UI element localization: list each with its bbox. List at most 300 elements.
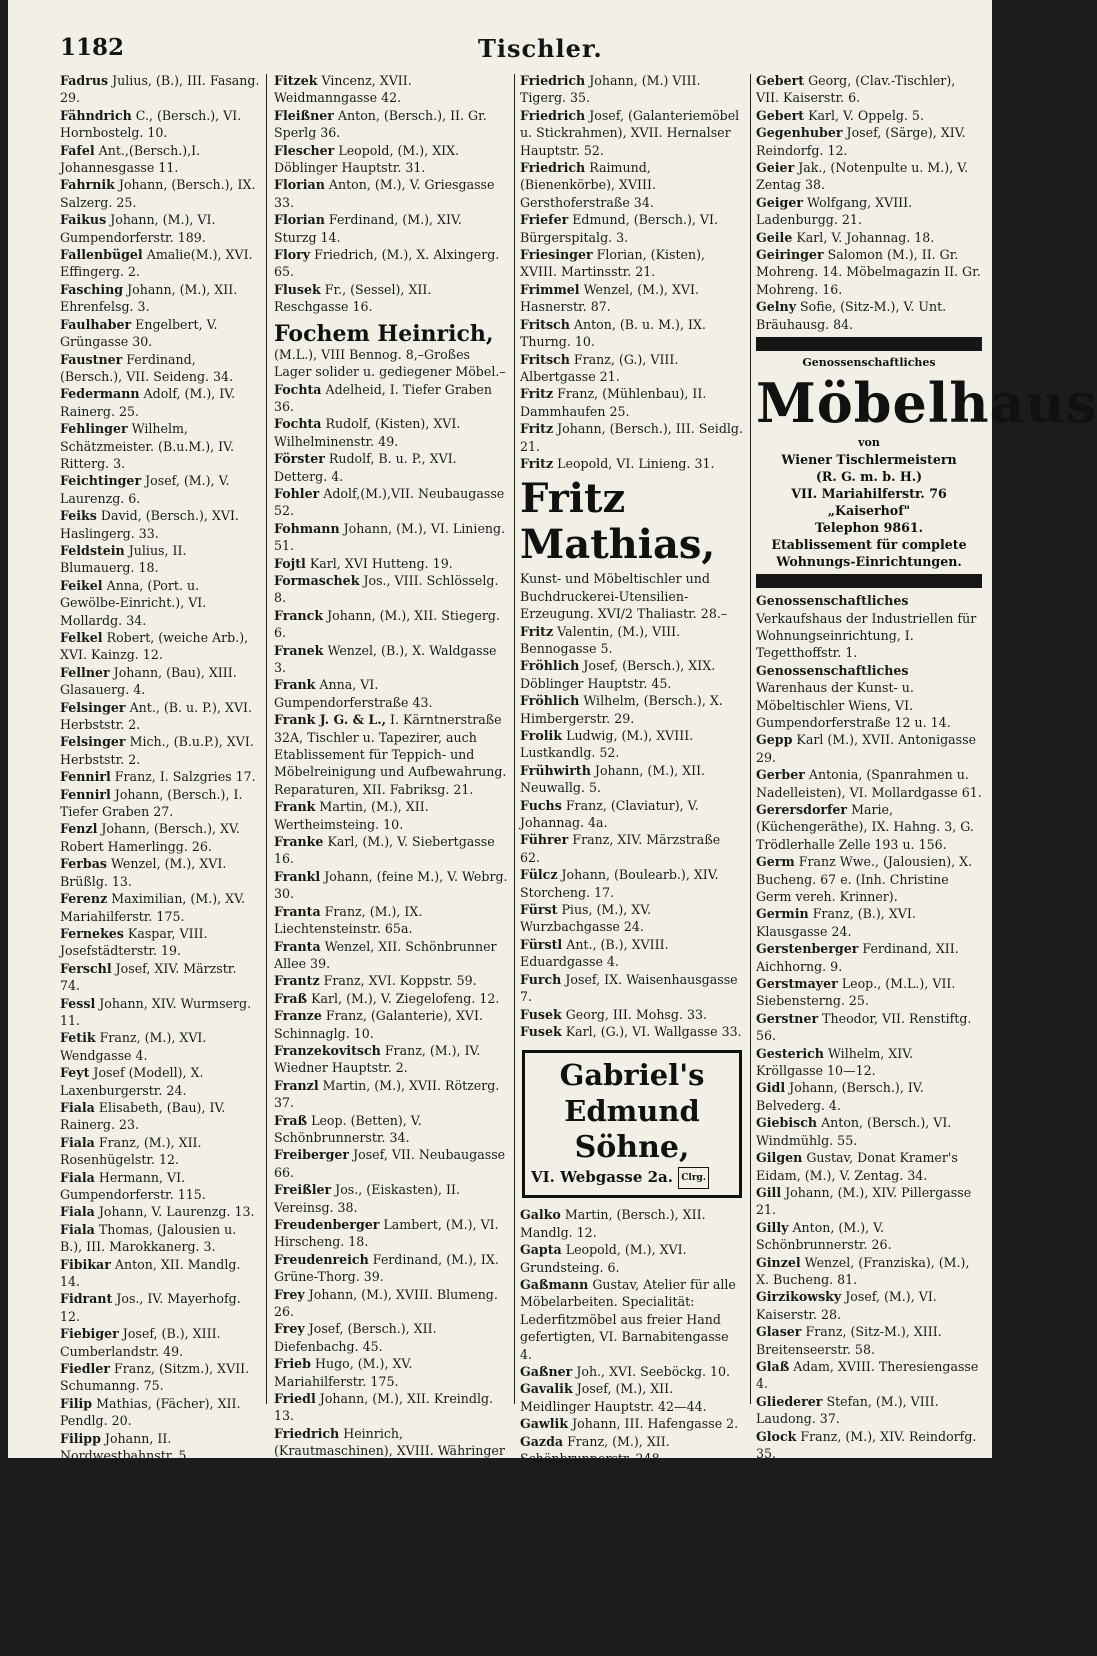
entry-name: Friefer <box>520 212 569 228</box>
entry-name: Ferbas <box>60 856 107 872</box>
directory-entry <box>520 420 744 455</box>
directory-entry <box>274 798 508 833</box>
entry-name: Freiberger <box>274 1147 350 1163</box>
entry-name: Gilgen <box>756 1150 803 1166</box>
entry-name: Fraß <box>274 990 308 1006</box>
entry-name: Gesterich <box>756 1045 824 1061</box>
featured-entry-name: Fritz Mathias, <box>520 475 716 569</box>
entry-name: Gebauer <box>520 1468 580 1484</box>
entry-name: Flory <box>274 247 311 263</box>
entry-details: Jos., IV. Mayerhofg. 12. <box>60 1291 241 1324</box>
entry-details: Wenzel, (M.), XVI. Brüßlg. 13. <box>60 856 227 889</box>
entry-details: Johann, (M.), XIV. Pillergasse 21. <box>756 1184 972 1218</box>
entry-details: Franz, (Sitzm.), XVII. Schumanng. 75. <box>60 1361 250 1394</box>
entry-details: Florian, (Kisten), XVIII. Martinsstr. 21. <box>520 247 706 280</box>
ad-name-line2: Söhne, <box>574 1130 690 1166</box>
entry-details: Verkaufshaus der Industriellen für Wohnungseinrichtung, I. Tegetthoffstr. 1. <box>756 610 977 661</box>
entry-name: Gaßner <box>520 1363 573 1379</box>
entry-name: Gerstmayer <box>756 976 838 992</box>
entry-details: Josef, (B.), XIII. Cumberlandstr. 49. <box>60 1326 221 1359</box>
entry-details: Anton, (M.), V. Griesgasse 33. <box>274 177 495 210</box>
directory-entry <box>520 866 744 901</box>
entry-name: Gazda <box>520 1433 564 1449</box>
entry-details: Friedrich, (M.), X. Alxingerg. 65. <box>274 247 500 280</box>
entry-details: Ant., (B.), XVIII. Eduardgasse 4. <box>520 936 669 970</box>
entry-name: Fürstl <box>520 936 563 952</box>
entry-details: Franz, (B.), XVI. Klausgasse 24. <box>756 906 916 939</box>
directory-entry <box>520 1023 744 1040</box>
entry-details: Raimund, (Bienenkörbe), XVIII. Gersthoferstraße 34. <box>520 160 656 210</box>
entry-details: Karl, V. Oppelg. 5. <box>808 107 924 123</box>
ad-line: Etablissement für complete Wohnungs-Einrichtungen. <box>771 537 967 570</box>
directory-entry <box>60 246 260 281</box>
entry-name: Fetik <box>60 1030 96 1046</box>
directory-entry <box>60 577 260 629</box>
entry-name: Fraß <box>274 1112 308 1128</box>
entry-details: Johann, (M.), VI. Linieng. 51. <box>274 520 506 554</box>
entry-name: Gilly <box>756 1219 789 1235</box>
entry-name: Frey <box>274 1286 305 1302</box>
featured-entry-details: (M.L.), VIII Bennog. 8,–Großes Lager solider u. gediegener Möbel.– <box>274 346 506 380</box>
directory-entry <box>274 711 508 798</box>
entry-name: Filip <box>60 1395 93 1411</box>
entry-name: Fasching <box>60 281 124 297</box>
entry-details: Theodor, VII. Renstiftg. 56. <box>756 1010 972 1044</box>
entry-name: Fritz <box>520 455 554 471</box>
directory-entry <box>756 107 982 124</box>
directory-entry <box>274 1007 508 1042</box>
entry-name: Ginzel <box>756 1254 801 1270</box>
directory-entry <box>60 1360 260 1395</box>
column-divider <box>750 74 751 1404</box>
entry-details: Lambert, (M.), VI. Hirscheng. 18. <box>274 1217 499 1250</box>
entry-name: Frieb <box>274 1356 311 1372</box>
entry-details: Anton, (B. u. M.), IX. Thurng. 10. <box>520 316 706 350</box>
entry-details: Leop., (M.L.), VII. Siebensterng. 25. <box>756 976 956 1009</box>
directory-entry <box>274 107 508 142</box>
entry-name: Fischer <box>60 1517 113 1533</box>
entry-name: Fitz <box>60 1622 87 1638</box>
directory-entry <box>520 281 744 316</box>
ad-line: von <box>858 436 880 450</box>
entry-details: Johann, (Bersch.), IX. Salzerg. 25. <box>60 177 256 210</box>
directory-entry <box>60 995 260 1030</box>
entry-name: Genossenschaftliches <box>756 593 909 609</box>
entry-name: Flescher <box>274 142 335 158</box>
entry-details: Franz, (Sitz-M.), XIII. Breitenseerstr. 58. <box>756 1324 942 1357</box>
entry-details: Engelbert, V. Grüngasse 30. <box>60 316 218 350</box>
directory-entry <box>756 905 982 940</box>
entry-name: Friedrich <box>520 107 586 123</box>
entry-name: Gebert <box>756 107 805 123</box>
entry-name: Fritz <box>520 421 554 437</box>
directory-entry <box>756 298 982 333</box>
entry-details: Adolf,(M.),VII. Neubaugasse 52. <box>274 485 505 519</box>
entry-details: Karl, (M.), V. Siebertgasse 16. <box>274 834 495 867</box>
directory-entry <box>60 72 260 107</box>
entry-details: Adolf, (M.), IV. Rainerg. 25. <box>60 386 236 419</box>
entry-name: Gawlik <box>520 1416 569 1432</box>
directory-entry <box>520 1467 744 1502</box>
directory-entry <box>520 692 744 727</box>
entry-details: Josef, VII. Neubaugasse 66. <box>274 1147 506 1180</box>
directory-entry <box>520 901 744 936</box>
entry-details: Johann, (M.), XII. Stiegerg. 6. <box>274 607 500 641</box>
entry-name: Flusek <box>274 281 321 297</box>
entry-name: Franek <box>274 642 324 658</box>
directory-entry <box>274 142 508 177</box>
directory-entry <box>756 72 982 107</box>
entry-name: Fischer <box>60 1500 113 1516</box>
entry-details: Leopold, (M.), XIX. Döblinger Hauptstr. 31. <box>274 142 460 176</box>
entry-details: Franz, XVI. Koppstr. 59. <box>323 973 477 989</box>
directory-entry <box>520 1006 744 1023</box>
ad-headline: Möbelhaus <box>756 371 1097 436</box>
directory-entry <box>520 316 744 351</box>
directory-entry <box>520 107 744 159</box>
entry-details: Karl, (M.), V. Ziegelofeng. 12. <box>311 990 500 1006</box>
entry-name: Franta <box>274 903 321 919</box>
directory-entry <box>520 1415 744 1432</box>
entry-name: Fiala <box>60 1169 95 1185</box>
directory-entry <box>60 960 260 995</box>
directory-entry <box>756 592 982 662</box>
entry-details: David, (Bersch.), XVI. Haslingerg. 33. <box>60 508 239 541</box>
entry-name: Friesinger <box>520 247 593 263</box>
entry-name: Frankl <box>274 868 321 884</box>
entry-name: Gerersdorfer <box>756 801 848 817</box>
directory-entry <box>756 1010 982 1045</box>
entry-name: Freudenreich <box>274 1251 369 1267</box>
directory-entry <box>274 1077 508 1112</box>
directory-entry <box>756 1184 982 1219</box>
entry-name: Feyt <box>60 1065 90 1081</box>
directory-page <box>8 0 1097 1655</box>
entry-name: Feiks <box>60 508 97 524</box>
entry-details: Georg, III. Mohsg. 33. <box>565 1006 707 1022</box>
directory-entry <box>520 1363 744 1380</box>
directory-entry <box>60 1064 260 1099</box>
entry-details: Josef, (Bersch.), XII. Diefenbachg. 45. <box>274 1321 437 1354</box>
directory-entry <box>60 1029 260 1064</box>
directory-entry <box>60 1256 260 1291</box>
entry-name: Fernekes <box>60 925 124 941</box>
directory-entry <box>756 662 982 732</box>
entry-name: Gebert <box>756 73 805 88</box>
entry-name: Gepp <box>756 732 793 748</box>
entry-details: Julius, II. Blumauerg. 18. <box>60 542 187 576</box>
entry-name: Fenzl <box>60 821 98 837</box>
entry-name: Furch <box>520 971 562 987</box>
entry-details: Johann, (Bersch.), IV. Belvederg. 4. <box>756 1080 924 1113</box>
entry-details: Wilhelm, (Bersch.), X. Himbergerstr. 29. <box>520 693 723 726</box>
entry-name: Franzl <box>274 1077 319 1093</box>
entry-details: Wenzel, XII. Schönbrunner Allee 39. <box>274 938 497 971</box>
directory-entry <box>520 936 744 971</box>
directory-entry <box>274 990 508 1007</box>
entry-name: Fülcz <box>520 867 558 883</box>
entry-details: Alois, VI. Brückeng. 7. <box>116 1500 260 1516</box>
entry-name: Gidl <box>756 1080 786 1096</box>
entry-name: Gavalik <box>520 1381 573 1397</box>
entry-name: Gerber <box>756 767 805 783</box>
directory-entry <box>60 1552 260 1587</box>
entry-name: Fennirl <box>60 769 111 785</box>
entry-details: Otto, (M.), XVII. Mayßeng. 28. <box>60 1587 220 1620</box>
entry-name: Ferschl <box>60 960 112 976</box>
entry-details: Johann, (Bersch.), III. Seidlg. 21. <box>520 421 743 454</box>
directory-entry <box>60 1290 260 1325</box>
directory-entry <box>520 831 744 866</box>
entry-name: Florian <box>274 212 325 228</box>
directory-entry <box>60 1134 260 1169</box>
entry-details: Wenzel, (M.), XVI. Hasnerstr. 87. <box>520 281 699 315</box>
directory-entry <box>520 1502 744 1537</box>
entry-details: Hermann, VI. Gumpendorferstr. 115. <box>60 1169 206 1202</box>
entry-details: Fr., (Sessel), XII. Reschgasse 16. <box>274 281 432 315</box>
directory-entry <box>520 351 744 386</box>
entry-name: Geiringer <box>756 247 824 263</box>
directory-entry <box>274 176 508 211</box>
entry-details: Marie, (Küchengeräthe), IX. Hahng. 3, G. Trödlerhalle Zelle 193 u. 156. <box>756 801 974 852</box>
directory-entry <box>60 1395 260 1430</box>
entry-details: Johann, (M.), VI. Gumpendorferstr. 189. <box>60 212 216 245</box>
entry-name: Fleißner <box>274 107 334 123</box>
entry-details: I. Kärntnerstraße 32A, Tischler u. Tapezirer, auch Etablissement für Teppich- und Möbelreinigung und Aufbewahrung. Reparaturen, XII. Fabriksg. 21. <box>274 712 507 797</box>
entry-name: Fiala <box>60 1221 95 1237</box>
entry-name: Gegenhuber <box>756 125 843 141</box>
entry-details: Rudolf, B. u. P., XVI. Detterg. 4. <box>274 451 457 484</box>
entry-details: Josef u. Gottlieb Loucka, I. Singerstr. 11. <box>60 1465 260 1498</box>
entry-name: Fojtl <box>274 555 306 571</box>
directory-entry <box>274 938 508 973</box>
entry-name: Fusek <box>520 1023 562 1039</box>
directory-entry <box>520 1276 744 1363</box>
entry-details: Johann, (Boulearb.), XIV. Storcheng. 17. <box>520 867 719 900</box>
directory-entry <box>756 1323 982 1358</box>
directory-entry <box>756 1114 982 1149</box>
entry-details: Leopold, VI. Linieng. 31. <box>557 455 715 471</box>
directory-entry <box>274 1181 508 1216</box>
entry-name: Friedrich <box>274 1425 340 1441</box>
boxed-advertisement <box>522 1050 742 1198</box>
entry-name: Fiedler <box>60 1361 110 1377</box>
entry-name: Glaser <box>756 1324 802 1340</box>
entry-details: Jos., (Eiskasten), II. Vereinsg. 38. <box>274 1182 460 1215</box>
entry-name: Gebauer <box>520 1503 580 1519</box>
entry-details: Johann, (feine M.), V. Webrg. 30. <box>274 868 508 902</box>
entry-details: Adam, XVIII. Theresiengasse 4. <box>756 1358 979 1392</box>
entry-name: Frank <box>274 677 316 693</box>
directory-entry <box>274 381 508 416</box>
entry-name: Fohler <box>274 485 320 501</box>
entry-details: Joh., XVI. Seeböckg. 10. <box>576 1363 731 1379</box>
directory-entry <box>60 1099 260 1134</box>
entry-details: Gustav, Donat Kramer's Eidam, (M.), V. Zentag. 34. <box>756 1150 958 1183</box>
directory-entry <box>756 1428 982 1463</box>
entry-name: Fritsch <box>520 316 570 332</box>
entry-name: Gill <box>756 1184 782 1200</box>
entry-name: Geiger <box>756 194 804 210</box>
entry-details: Franz, (M.), XII. Schönbrunnerstr. 248. <box>520 1433 670 1466</box>
entry-details: Anna, VI. Gumpendorferstraße 43. <box>274 677 433 710</box>
directory-entry <box>60 1430 260 1465</box>
directory-entry <box>60 890 260 925</box>
entry-details: Franz, I. Salzgries 17. <box>114 769 256 785</box>
entry-name: Frantz <box>274 973 320 989</box>
entry-name: Frimmel <box>520 281 580 297</box>
entry-details: Johann, III. Hafengasse 2. <box>572 1416 739 1432</box>
directory-entry <box>520 1433 744 1468</box>
ad-line: Wiener Tischlermeistern <box>781 452 957 468</box>
featured-entry-name: Fochem Heinrich, <box>274 320 494 347</box>
entry-details: Anton, (B.), XVI. Einnerg. 11. <box>520 1468 688 1501</box>
entry-details: Maximilian, (M.), XV. Mariahilferstr. 175. <box>60 891 246 924</box>
entry-details: Franz, (Mühlenbau), II. Dammhaufen 25. <box>520 386 707 419</box>
entry-details: Johann, (M.), XII. Neuwallg. 5. <box>520 762 706 796</box>
entry-details: Ferdinand, (Bersch.), VII. Seideng. 34. <box>60 351 234 384</box>
entry-details: Franz, (Galanterie), XVI. Schinnaglg. 10. <box>274 1008 483 1041</box>
entry-details: Ferdinand, XII. Aichhorng. 9. <box>756 941 959 974</box>
entry-details: Mathias, (Fächer), XII. Pendlg. 20. <box>60 1395 241 1429</box>
entry-details: Franz, (M.), IV. Wiedner Hauptstr. 2. <box>274 1042 481 1076</box>
directory-entry <box>756 194 982 229</box>
entry-name: Glock <box>756 1428 797 1444</box>
directory-entry <box>60 629 260 664</box>
column-1 <box>60 72 260 1656</box>
entry-details: Martin, (M.), XII. Wertheimsteing. 10. <box>274 799 429 832</box>
entry-name: Frühwirth <box>520 762 591 778</box>
entry-name: Geier <box>756 160 795 176</box>
entry-details: Josef, (M.), XII. Meidlinger Hauptstr. 42—44. <box>520 1381 707 1414</box>
entry-name: Federmann <box>60 386 140 402</box>
entry-details: Stefan, (M.), VIII. Laudong. 37. <box>756 1393 939 1427</box>
entry-details: Johann, (Bersch.), XV. Robert Hamerlingg. 26. <box>60 821 240 854</box>
entry-name: Gebel <box>520 1538 561 1554</box>
directory-entry <box>274 415 508 450</box>
entry-details: Warenhaus der Kunst- u. Möbeltischler Wiens, VI. Gumpendorferstraße 12 u. 14. <box>756 680 951 730</box>
entry-details: Karl, (Fächer), XV. Karmeliterhofg. 4. <box>60 1517 234 1551</box>
entry-name: Franze <box>274 1008 322 1024</box>
directory-entry <box>756 124 982 159</box>
entry-details: Johann, (Bau), XIII. Glasauerg. 4. <box>60 664 237 698</box>
ad-rule <box>756 337 982 351</box>
entry-details: Josef, XIV. Märzstr. 74. <box>60 960 237 994</box>
entry-name: Fennirl <box>60 786 111 802</box>
directory-entry <box>756 159 982 194</box>
entry-details: Karl, (G.), VI. Wallgasse 33. <box>565 1023 742 1039</box>
ad-line: VII. Mariahilferstr. 76 „Kaiserhof" <box>791 486 947 519</box>
entry-name: Fafel <box>60 142 95 158</box>
directory-entry <box>520 657 744 692</box>
entry-name: Fröhlich <box>520 658 580 674</box>
entry-name: Felkel <box>60 630 103 645</box>
entry-name: Florian <box>274 177 325 193</box>
entry-details: Gustav, Atelier für alle Möbelarbeiten. Specialität: Lederfitzmöbel aus freier Hand gefertigten, VI. Barnabitengasse 4. <box>520 1276 736 1362</box>
directory-entry <box>756 1358 982 1393</box>
entry-name: Girzikowsky <box>756 1289 842 1305</box>
entry-details: Johann, XIV. Wurmserg. 11. <box>60 995 252 1028</box>
entry-details: Mich., (B.u.P.), XVI. Herbststr. 2. <box>60 734 254 767</box>
mobelhaus-advertisement <box>756 337 1097 588</box>
directory-entry <box>520 1380 744 1415</box>
directory-entry <box>60 925 260 960</box>
entry-name: Gerstner <box>756 1010 819 1026</box>
entry-details: Valentin, (M.), VIII. Bennogasse 5. <box>520 623 681 656</box>
directory-entry <box>60 699 260 734</box>
directory-entry <box>60 768 260 785</box>
entry-details: Franz, (G.), VIII. Albertgasse 21. <box>520 351 679 384</box>
directory-entry <box>274 281 508 316</box>
entry-details: Josef (Modell), X. Laxenburgerstr. 24. <box>60 1065 204 1098</box>
column-4 <box>756 72 1097 1462</box>
entry-name: Faikus <box>60 212 107 228</box>
directory-entry <box>520 1537 744 1572</box>
entry-name: Geile <box>756 229 793 245</box>
entry-details: Johann, (M.), XII. Kreindlg. 13. <box>274 1391 494 1424</box>
entry-details: Josef, (Bersch.), XIX. Döblinger Hauptstr. 45. <box>520 658 716 691</box>
directory-entry <box>274 572 508 607</box>
entry-details: Laurenz, (M.), X. Quellengasse 145. <box>60 1622 199 1655</box>
directory-entry <box>274 868 508 903</box>
directory-entry <box>756 246 982 298</box>
directory-entry <box>274 1146 508 1181</box>
entry-name: Fahrnik <box>60 177 115 193</box>
entry-name: Glaß <box>756 1358 790 1374</box>
entry-name: Fitzek <box>274 73 318 88</box>
entry-name: Gliederer <box>756 1393 823 1409</box>
directory-entry <box>756 801 982 853</box>
entry-name: Germ <box>756 854 795 870</box>
entry-details: Leopold, (M.), XVI. Grundsteing. 6. <box>520 1242 687 1275</box>
directory-entry <box>60 281 260 316</box>
directory-entry <box>60 316 260 351</box>
entry-name: Friedrich <box>520 73 586 88</box>
directory-entry <box>274 1355 508 1390</box>
entry-name: Ferenz <box>60 891 108 907</box>
entry-name: Fochta <box>274 381 322 397</box>
entry-details: Franz, (M.), XVI. Wendgasse 4. <box>60 1030 207 1063</box>
entry-name: Fiala <box>60 1204 95 1220</box>
entry-name: Gelny <box>756 299 797 315</box>
entry-details: Johann, II. Nordwestbahnstr. 5. <box>60 1430 191 1464</box>
entry-details: Adelheid, I. Tiefer Graben 36. <box>274 381 492 414</box>
entry-details: Julius, (B.), III. Fasang. 29. <box>60 73 260 106</box>
entry-details: Franz, (M.), IX. Liechtensteinstr. 65a. <box>274 903 423 937</box>
page-title: Tischler. <box>478 34 603 63</box>
directory-entry <box>756 1079 982 1114</box>
entry-details: Vincenz, XVII. Weidmanngasse 42. <box>274 73 412 106</box>
directory-entry <box>60 1203 260 1220</box>
entry-name: Gerstenberger <box>756 941 859 957</box>
entry-details: Robert, (weiche Arb.), XVI. Kainzg. 12. <box>60 630 249 663</box>
page-number: 1182 <box>60 34 125 61</box>
entry-name: Fritsch <box>520 351 570 367</box>
entry-details: Anton, (M.), V. Unt. Amtshausg. 2. <box>520 1503 707 1536</box>
column-3 <box>520 72 744 1572</box>
entry-name: Giebisch <box>756 1115 818 1131</box>
column-2 <box>274 72 508 1477</box>
entry-name: Franzekovitsch <box>274 1042 381 1058</box>
directory-entry <box>60 733 260 768</box>
entry-name: Germin <box>756 906 809 922</box>
entry-details: Anton, XII. Mandlg. 14. <box>60 1256 241 1290</box>
entry-details: Karl, XVI Hutteng. 19. <box>309 555 453 571</box>
directory-entry <box>274 211 508 246</box>
directory-entry <box>756 1219 982 1254</box>
ad-address <box>531 1167 733 1189</box>
entry-details: Antonia, (Spanrahmen u. Nadelleisten), VI. Mollardgasse 61. <box>756 767 982 800</box>
